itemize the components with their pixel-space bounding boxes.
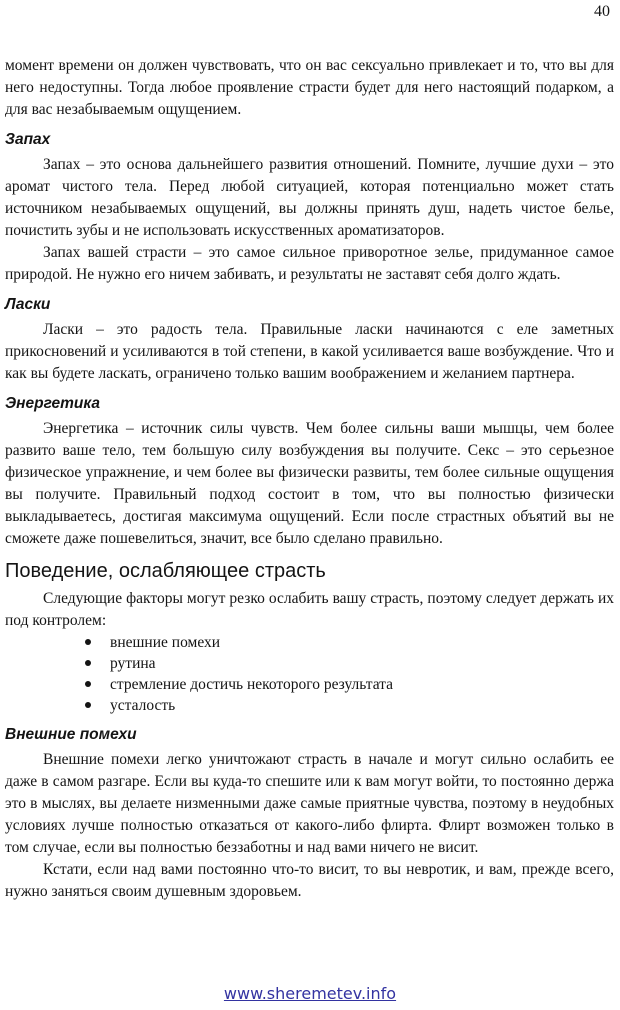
list-item-label: внешние помехи <box>110 634 221 651</box>
list-item-label: усталость <box>110 697 176 714</box>
page-number: 40 <box>594 3 610 20</box>
bullet-icon <box>85 702 91 708</box>
bullet-icon <box>85 639 91 645</box>
list-item-label: рутина <box>110 655 156 672</box>
paragraph-interference-1: Внешние помехи легко уничтожают страсть в начале и могут сильно ослабить ее даже в самом разгаре. Если вы куда-то спешите или к вам могут войти, то постоянно держа это в мыслях, вы делаете низменными даже самые приятные чувства, поэтому в неудобных условиях лучше полностью отказаться от какого-либо флирта. Флирт возможен только в том случае, если вы полностью беззаботны и над вами ничего не висит. <box>5 751 614 856</box>
paragraph-energy: Энергетика – источник силы чувств. Чем более сильны ваши мышцы, чем более развито ваше тело, тем большую силу возбуждения вы получите. Секс – это серьезное физическое упражнение, и чем более вы физически развиты, тем более сильные ощущения вы получите. Правильный подход состоит в том, что вы полностью физически выкладываетесь, достигая максимума ощущений. Если после страстных объятий вы не сможете даже пошевелиться, значит, все было сделано правильно. <box>5 420 614 547</box>
section-heading-caress: Ласки <box>5 296 51 313</box>
section-heading-weakening: Поведение, ослабляющее страсть <box>5 560 326 582</box>
paragraph-smell-1: Запах – это основа дальнейшего развития отношений. Помните, лучшие духи – это аромат чистого тела. Перед любой ситуацией, которая потенциально может стать источником незабываемых ощущений, вы должны принять душ, надеть чистое белье, почистить зубы и не использовать искусственных ароматизаторов. <box>5 156 614 239</box>
section-heading-energy: Энергетика <box>5 395 101 412</box>
paragraph-weakening: Следующие факторы могут резко ослабить вашу страсть, поэтому следует держать их под контролем: <box>5 590 614 629</box>
list-item-label: стремление достичь некоторого результата <box>110 676 394 693</box>
bullet-icon <box>85 681 91 687</box>
bullet-icon <box>85 660 91 666</box>
list-item <box>85 695 614 716</box>
paragraph-intro: момент времени он должен чувствовать, что он вас сексуально привлекает и то, что вы для него недоступны. Тогда любое проявление страсти будет для него настоящий подарком, а для вас незабываемым ощущением. <box>5 57 614 118</box>
paragraph-caress: Ласки – это радость тела. Правильные ласки начинаются с еле заметных прикосновений и усиливаются в той степени, в какой усиливается ваше возбуждение. Что и как вы будете ласкать, ограничено только вашим воображением и желанием партнера. <box>5 321 614 382</box>
section-heading-interference: Внешние помехи <box>5 726 137 743</box>
weakening-factors-list <box>5 632 614 716</box>
section-heading-smell: Запах <box>5 131 51 148</box>
list-item <box>85 653 614 674</box>
footer-link[interactable]: www.sheremetev.info <box>223 984 397 1003</box>
page-footer <box>0 984 620 1004</box>
paragraph-smell-2: Запах вашей страсти – это самое сильное приворотное зелье, придуманное самое природой. Не нужно его ничем забивать, и результаты не заставят себя долго ждать. <box>5 244 614 283</box>
list-item <box>85 674 614 695</box>
paragraph-interference-2: Кстати, если над вами постоянно что-то висит, то вы невротик, и вам, прежде всего, нужно заняться своим душевным здоровьем. <box>5 861 614 900</box>
list-item <box>85 632 614 653</box>
